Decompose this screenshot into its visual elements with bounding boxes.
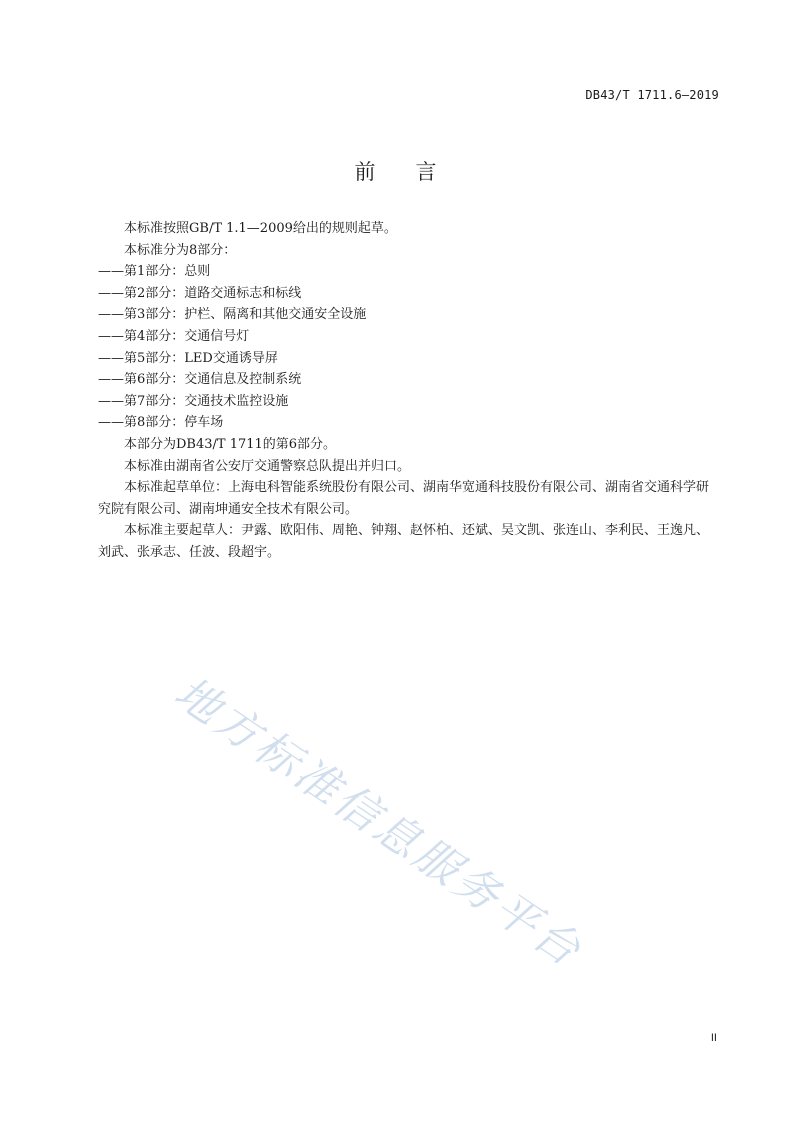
- list-item: ——第8部分：停车场: [98, 415, 224, 431]
- watermark: 地方标准信息服务平台: [165, 667, 592, 978]
- paragraph-proposer: 本标准由湖南省公安厅交通警察总队提出并归口。: [124, 458, 411, 474]
- document-code: DB43/T 1711.6—2019: [585, 88, 719, 102]
- page-title: [0, 156, 793, 186]
- paragraph-drafters: 本标准主要起草人：尹露、欧阳伟、周艳、钟翔、赵怀柏、还斌、吴文凯、张连山、李利民、王逸凡、刘武、张承志、任波、段超宇。: [98, 523, 710, 560]
- list-item: ——第1部分：总则: [98, 264, 211, 280]
- paragraph-drafting-rules: 本标准按照GB/T 1.1—2009给出的规则起草。: [124, 221, 397, 236]
- title-char-1: 前: [354, 160, 378, 184]
- list-item: ——第2部分：道路交通标志和标线: [98, 285, 302, 301]
- paragraph-part-number: 本部分为DB43/T 1711的第6部分。: [124, 436, 337, 452]
- title-char-2: 言: [415, 160, 439, 184]
- list-item: ——第3部分：护栏、隔离和其他交通安全设施: [98, 307, 367, 323]
- preface-body: [98, 218, 720, 564]
- list-item: ——第5部分：LED交通诱导屏: [98, 350, 278, 366]
- list-item: ——第6部分：交通信息及控制系统: [98, 372, 302, 388]
- list-item: ——第7部分：交通技术监控设施: [98, 393, 289, 409]
- paragraph-parts-count: 本标准分为8部分：: [124, 242, 237, 258]
- page-number: II: [710, 1032, 717, 1044]
- list-item: ——第4部分：交通信号灯: [98, 328, 250, 344]
- paragraph-drafting-units: 本标准起草单位：上海电科智能系统股份有限公司、湖南华宽通科技股份有限公司、湖南省交通科学研究院有限公司、湖南坤通安全技术有限公司。: [98, 480, 710, 517]
